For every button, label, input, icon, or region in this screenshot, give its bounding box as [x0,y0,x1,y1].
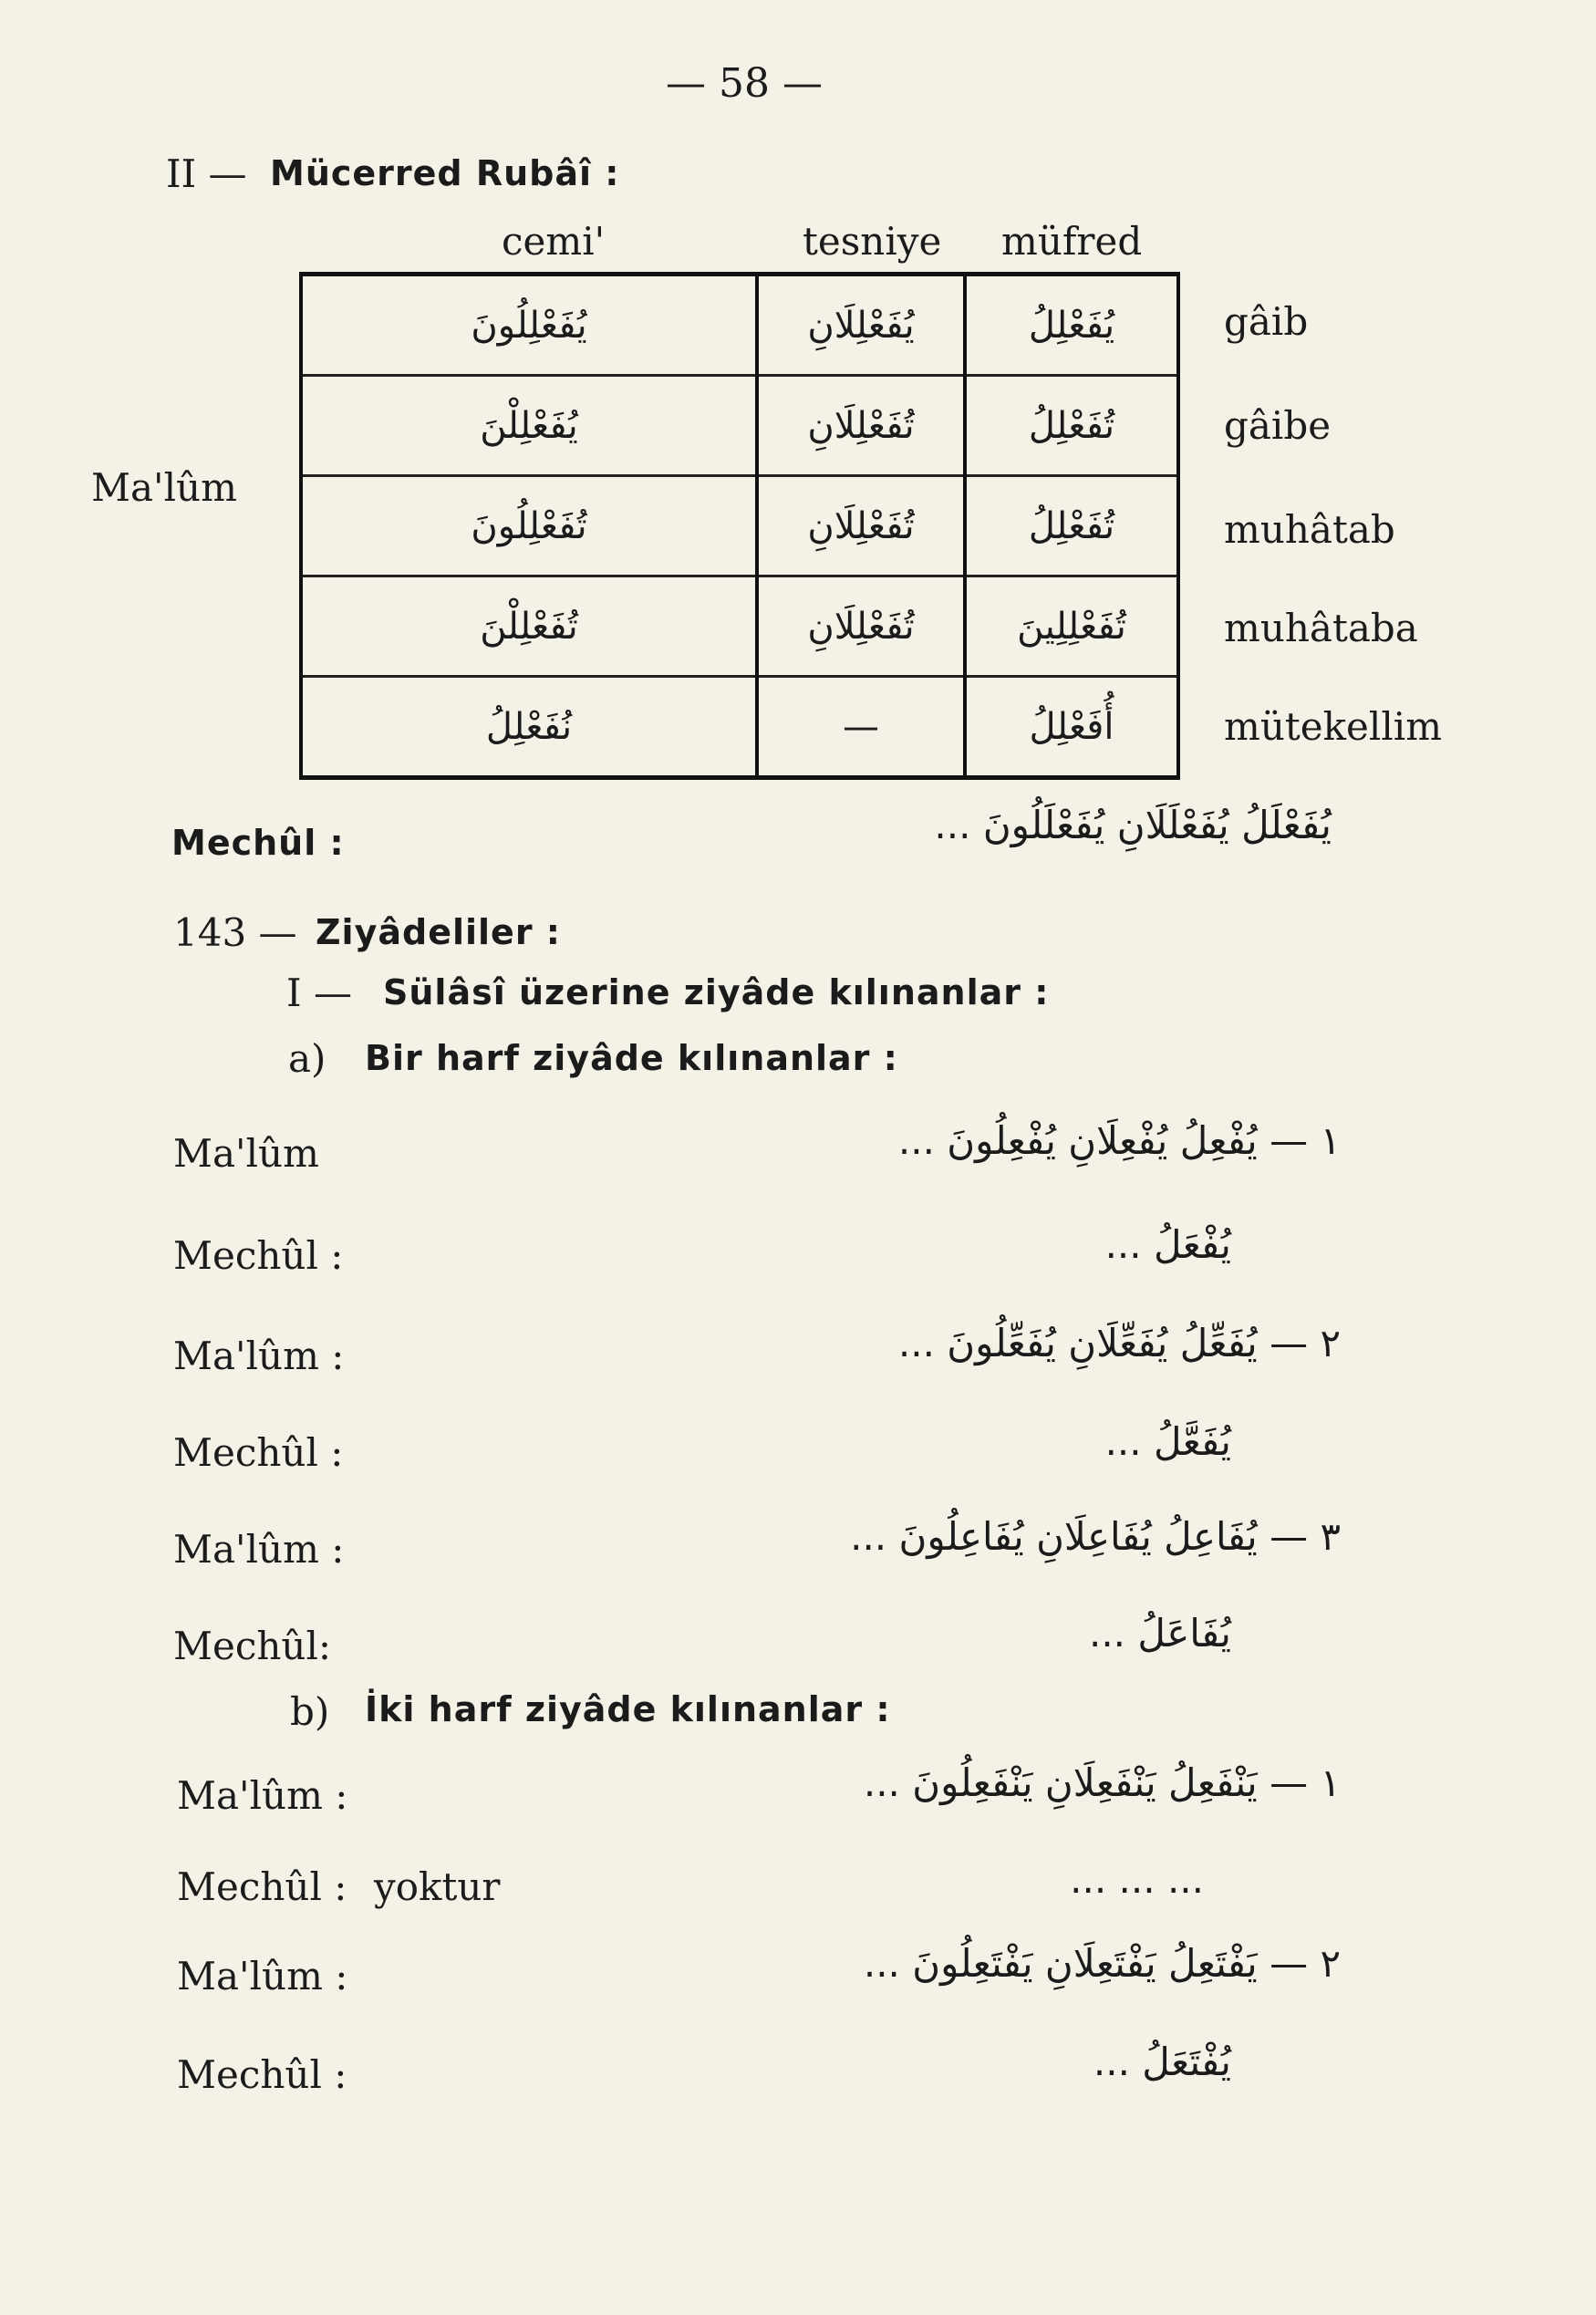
cell-cemi: يُفَعْلِلْنَ [301,376,757,476]
column-header-cemi: cemi' [502,219,606,264]
line-arabic: ١ — يُفْعِلُ يُفْعِلَانِ يُفْعِلُونَ ... [897,1118,1341,1163]
section-ii-prefix: II — [166,151,247,196]
sub-a-letter: a) [288,1036,326,1081]
table-row [301,576,1178,677]
table-row [301,275,1178,376]
cell-mufred: تُفَعْلِلِينَ [965,576,1178,677]
section-i-prefix: I — [286,971,352,1015]
cell-cemi: تُفَعْلِلُونَ [301,476,757,576]
cell-mufred: تُفَعْلِلُ [965,476,1178,576]
section-i-heading: Sülâsî üzerine ziyâde kılınanlar : [383,972,1050,1012]
line-label: Ma'lûm : [173,1334,345,1378]
line-arabic: يُفَعَّلُ ... [1104,1419,1231,1464]
mechul-label: Mechûl : [171,823,345,863]
line-arabic: ٢ — يُفَعِّلُ يُفَعِّلَانِ يُفَعِّلُونَ ... [897,1321,1341,1365]
cell-tesniye: تُفَعْلِلَانِ [757,376,965,476]
line-label: Mechûl : [173,1430,344,1475]
sub-b-heading: İki harf ziyâde kılınanlar : [365,1689,891,1729]
cell-tesniye: — [757,677,965,778]
line-label: Ma'lûm : [177,1773,348,1818]
yoktur-text: yoktur [374,1864,501,1909]
table-row [301,677,1178,778]
section-143-heading: Ziyâdeliler : [316,912,561,952]
sub-b-letter: b) [290,1689,330,1734]
sub-a-heading: Bir harf ziyâde kılınanlar : [365,1038,898,1078]
mechul-arabic: يُفَعْلَلُ يُفَعْلَلَانِ يُفَعْلَلُونَ ... [934,803,1332,847]
section-ii-heading: Mücerred Rubâî : [270,153,620,193]
row-label-gaibe: gâibe [1224,403,1332,448]
cell-tesniye: تُفَعْلِلَانِ [757,576,965,677]
cell-mufred: يُفَعْلِلُ [965,275,1178,376]
row-label-mutekellim: mütekellim [1224,704,1443,749]
conjugation-table [299,272,1180,780]
line-label: Ma'lûm : [177,1954,348,1998]
line-label: Ma'lûm : [173,1527,345,1572]
cell-cemi: نُفَعْلِلُ [301,677,757,778]
cell-cemi: يُفَعْلِلُونَ [301,275,757,376]
cell-tesniye: يُفَعْلِلَانِ [757,275,965,376]
cell-cemi: تُفَعْلِلْنَ [301,576,757,677]
line-arabic: ٢ — يَفْتَعِلُ يَفْتَعِلَانِ يَفْتَعِلُونَ ... [863,1941,1341,1986]
line-arabic: ١ — يَنْفَعِلُ يَنْفَعِلَانِ يَنْفَعِلُونَ ... [863,1760,1341,1805]
line-arabic: يُفْتَعَلُ ... [1093,2040,1231,2084]
row-label-muhatab: muhâtab [1224,507,1395,552]
line-label: Mechûl : [177,1864,347,1909]
row-label-muhataba: muhâtaba [1224,606,1418,650]
line-label: Mechûl: [173,1624,332,1668]
table-row [301,376,1178,476]
table-row [301,476,1178,576]
line-label: Ma'lûm [173,1131,319,1176]
line-label: Mechûl : [173,1233,344,1278]
cell-mufred: أُفَعْلِلُ [965,677,1178,778]
cell-mufred: تُفَعْلِلُ [965,376,1178,476]
line-label: Mechûl : [177,2052,347,2097]
line-arabic: يُفْعَلُ ... [1104,1222,1231,1267]
section-143-number: 143 — [173,910,297,955]
cell-tesniye: تُفَعْلِلَانِ [757,476,965,576]
line-arabic: ... ... ... [1070,1857,1204,1902]
line-arabic: يُفَاعَلُ ... [1088,1611,1231,1656]
column-header-mufred: müfred [1001,219,1143,264]
row-group-label: Ma'lûm [91,465,237,510]
row-label-gaib: gâib [1224,299,1309,344]
line-arabic: ٣ — يُفَاعِلُ يُفَاعِلَانِ يُفَاعِلُونَ ... [850,1514,1341,1559]
page-number: — 58 — [666,60,823,107]
column-header-tesniye: tesniye [803,219,942,264]
